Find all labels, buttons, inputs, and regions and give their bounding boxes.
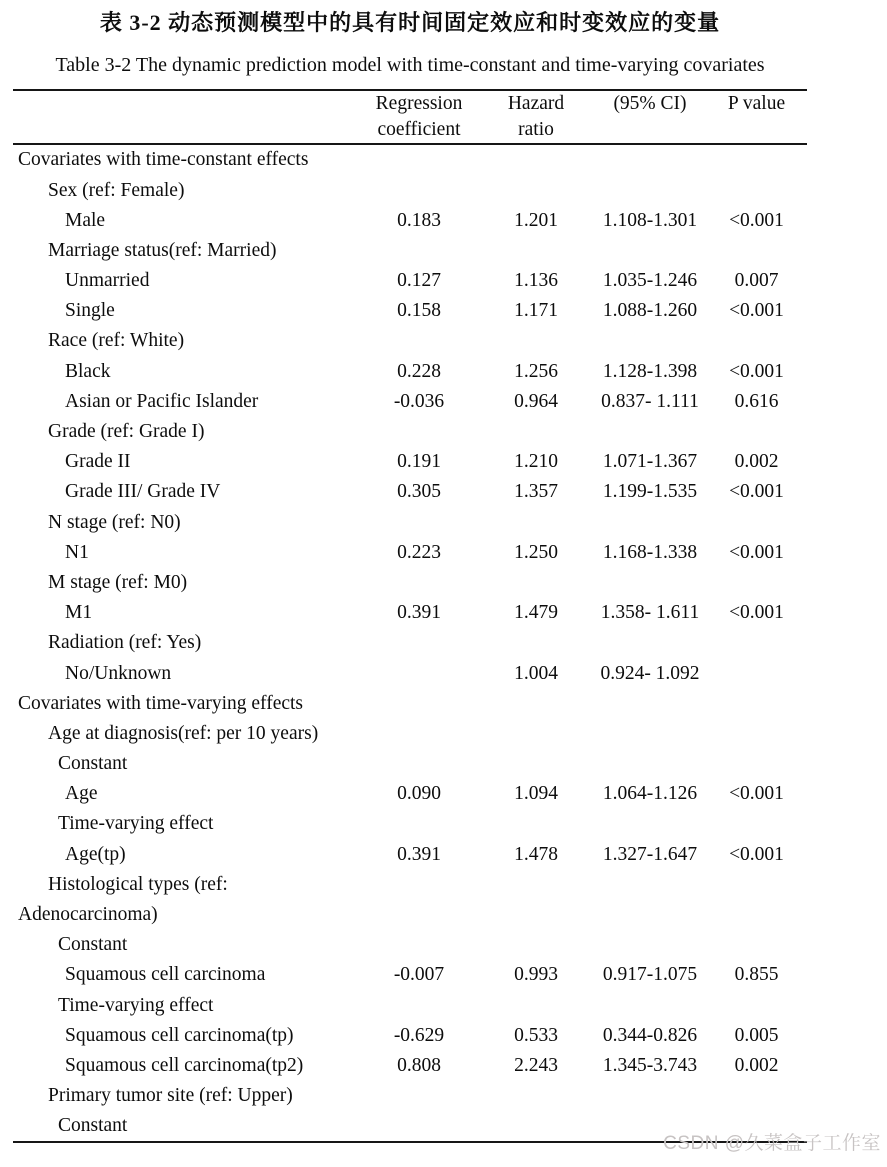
cell-hazard-ratio: 1.256	[514, 360, 558, 382]
cell-hazard-ratio: 1.479	[514, 602, 558, 624]
row-label: Constant	[58, 753, 128, 775]
table-row	[13, 537, 807, 567]
table-row	[13, 960, 807, 990]
table-body	[13, 145, 807, 1141]
cell-p-value: <0.001	[729, 360, 784, 382]
cell-confidence-interval: 1.108-1.301	[602, 209, 698, 231]
cell-confidence-interval: 1.327-1.647	[602, 843, 698, 865]
table-row	[13, 990, 807, 1020]
row-label: Squamous cell carcinoma	[65, 964, 266, 986]
table-row	[13, 417, 807, 447]
cell-regression-coefficient: 0.808	[397, 1054, 441, 1076]
cell-confidence-interval: 1.064-1.126	[602, 783, 698, 805]
header-ci-label: (95% CI)	[613, 93, 687, 114]
cell-hazard-ratio: 1.171	[514, 300, 558, 322]
table-row	[13, 1081, 807, 1111]
cell-confidence-interval: 1.358- 1.611	[600, 602, 700, 624]
table-row	[13, 326, 807, 356]
row-label: N1	[65, 541, 89, 563]
cell-regression-coefficient: 0.191	[397, 451, 441, 473]
row-label: Histological types (ref:	[48, 873, 228, 895]
cell-hazard-ratio: 1.201	[514, 209, 558, 231]
row-label: Constant	[58, 1115, 128, 1137]
header-cell-confidence-interval	[594, 91, 706, 117]
cell-hazard-ratio: 2.243	[514, 1054, 558, 1076]
cell-p-value: <0.001	[729, 209, 784, 231]
row-label: Primary tumor site (ref: Upper)	[48, 1085, 293, 1107]
header-regression-line1: Regression	[375, 93, 463, 114]
cell-hazard-ratio: 1.210	[514, 451, 558, 473]
page-content	[13, 0, 807, 1143]
cell-confidence-interval: 1.345-3.743	[602, 1054, 698, 1076]
table-row	[13, 236, 807, 266]
table-row	[13, 779, 807, 809]
table-row	[13, 507, 807, 537]
header-regression-line2: coefficient	[377, 119, 461, 140]
row-label: Age(tp)	[65, 843, 126, 865]
cell-p-value: 0.007	[734, 270, 779, 292]
row-label: Adenocarcinoma)	[18, 904, 158, 926]
cell-p-value: <0.001	[729, 481, 784, 503]
cell-regression-coefficient: 0.391	[397, 602, 441, 624]
table-row	[13, 477, 807, 507]
cell-hazard-ratio: 0.993	[514, 964, 558, 986]
header-hazard-line1: Hazard	[507, 93, 565, 114]
cell-p-value: 0.002	[734, 1054, 779, 1076]
cell-hazard-ratio: 1.478	[514, 843, 558, 865]
cell-regression-coefficient: 0.223	[397, 541, 441, 563]
cell-hazard-ratio: 0.964	[514, 390, 558, 412]
row-label: Age at diagnosis(ref: per 10 years)	[48, 722, 319, 744]
cell-regression-coefficient: 0.127	[397, 270, 441, 292]
row-label: Age	[65, 783, 98, 805]
cell-p-value: 0.855	[734, 964, 779, 986]
row-label: Sex (ref: Female)	[48, 179, 185, 201]
table-row	[13, 749, 807, 779]
header-cell-hazard-ratio	[478, 91, 594, 143]
row-label: Radiation (ref: Yes)	[48, 632, 202, 654]
table-header-row	[13, 91, 807, 145]
csdn-watermark: CSDN @久菜盒子工作室	[663, 1133, 881, 1154]
cell-p-value: <0.001	[729, 300, 784, 322]
cell-confidence-interval: 1.088-1.260	[602, 300, 698, 322]
cell-confidence-interval: 0.924- 1.092	[600, 662, 700, 684]
cell-confidence-interval: 1.071-1.367	[602, 451, 698, 473]
row-label: Constant	[58, 934, 128, 956]
row-label: Covariates with time-constant effects	[18, 149, 309, 171]
table-row	[13, 688, 807, 718]
cell-p-value: <0.001	[729, 843, 784, 865]
cell-confidence-interval: 0.917-1.075	[602, 964, 698, 986]
cell-p-value: 0.616	[734, 390, 779, 412]
table-row	[13, 447, 807, 477]
cell-p-value: <0.001	[729, 541, 784, 563]
cell-hazard-ratio: 1.094	[514, 783, 558, 805]
row-label: Covariates with time-varying effects	[18, 692, 304, 714]
table-row	[13, 1020, 807, 1050]
cell-p-value: 0.002	[734, 451, 779, 473]
header-hazard-line2: ratio	[518, 119, 554, 140]
table-caption-chinese: 表 3-2 动态预测模型中的具有时间固定效应和时变效应的变量	[99, 10, 721, 35]
cell-regression-coefficient: 0.305	[397, 481, 441, 503]
row-label: Grade (ref: Grade I)	[48, 421, 205, 443]
row-label: N stage (ref: N0)	[48, 511, 181, 533]
row-label: Black	[65, 360, 111, 382]
table-row	[13, 870, 807, 900]
cell-regression-coefficient: -0.036	[393, 390, 445, 412]
row-label: Grade III/ Grade IV	[65, 481, 221, 503]
cell-hazard-ratio: 1.357	[514, 481, 558, 503]
table-row	[13, 900, 807, 930]
row-label: Squamous cell carcinoma(tp2)	[65, 1054, 304, 1076]
row-label: No/Unknown	[65, 662, 172, 684]
cell-confidence-interval: 1.128-1.398	[602, 360, 698, 382]
cell-regression-coefficient: -0.629	[393, 1024, 445, 1046]
row-label: Grade II	[65, 451, 131, 473]
covariates-table	[13, 89, 807, 1143]
cell-regression-coefficient: -0.007	[393, 964, 445, 986]
cell-hazard-ratio: 0.533	[514, 1024, 558, 1046]
header-p-value-label: P value	[727, 93, 786, 114]
cell-hazard-ratio: 1.004	[514, 662, 558, 684]
table-row	[13, 175, 807, 205]
table-row	[13, 628, 807, 658]
cell-p-value: <0.001	[729, 783, 784, 805]
cell-hazard-ratio: 1.136	[514, 270, 558, 292]
row-label: Squamous cell carcinoma(tp)	[65, 1024, 294, 1046]
row-label: Single	[65, 300, 115, 322]
table-row	[13, 658, 807, 688]
table-row	[13, 266, 807, 296]
row-label: Time-varying effect	[58, 813, 214, 835]
table-row	[13, 387, 807, 417]
table-row	[13, 296, 807, 326]
header-cell-regression-coefficient	[360, 91, 478, 143]
row-label: M stage (ref: M0)	[48, 571, 188, 593]
header-cell-p-value	[706, 91, 807, 117]
cell-regression-coefficient: 0.183	[397, 209, 441, 231]
cell-confidence-interval: 0.837- 1.111	[601, 390, 699, 412]
cell-confidence-interval: 1.168-1.338	[602, 541, 698, 563]
table-row	[13, 809, 807, 839]
table-row	[13, 145, 807, 175]
table-row	[13, 1051, 807, 1081]
row-label: Race (ref: White)	[48, 330, 185, 352]
cell-p-value: <0.001	[729, 602, 784, 624]
table-row	[13, 930, 807, 960]
table-row	[13, 719, 807, 749]
table-row	[13, 356, 807, 386]
table-row	[13, 598, 807, 628]
table-row	[13, 205, 807, 235]
row-label: Time-varying effect	[58, 994, 214, 1016]
row-label: Male	[65, 209, 106, 231]
row-label: M1	[65, 602, 93, 624]
row-label: Marriage status(ref: Married)	[48, 239, 277, 261]
cell-hazard-ratio: 1.250	[514, 541, 558, 563]
cell-regression-coefficient: 0.391	[397, 843, 441, 865]
table-row	[13, 568, 807, 598]
table-row	[13, 839, 807, 869]
cell-confidence-interval: 1.199-1.535	[602, 481, 698, 503]
cell-regression-coefficient: 0.158	[397, 300, 441, 322]
table-caption-english: Table 3-2 The dynamic prediction model with time-constant and time-varying covariates	[55, 54, 765, 76]
cell-regression-coefficient: 0.090	[397, 783, 441, 805]
row-label: Asian or Pacific Islander	[65, 390, 259, 412]
cell-p-value: 0.005	[734, 1024, 779, 1046]
cell-confidence-interval: 1.035-1.246	[602, 270, 698, 292]
cell-regression-coefficient: 0.228	[397, 360, 441, 382]
row-label: Unmarried	[65, 270, 150, 292]
cell-confidence-interval: 0.344-0.826	[602, 1024, 698, 1046]
